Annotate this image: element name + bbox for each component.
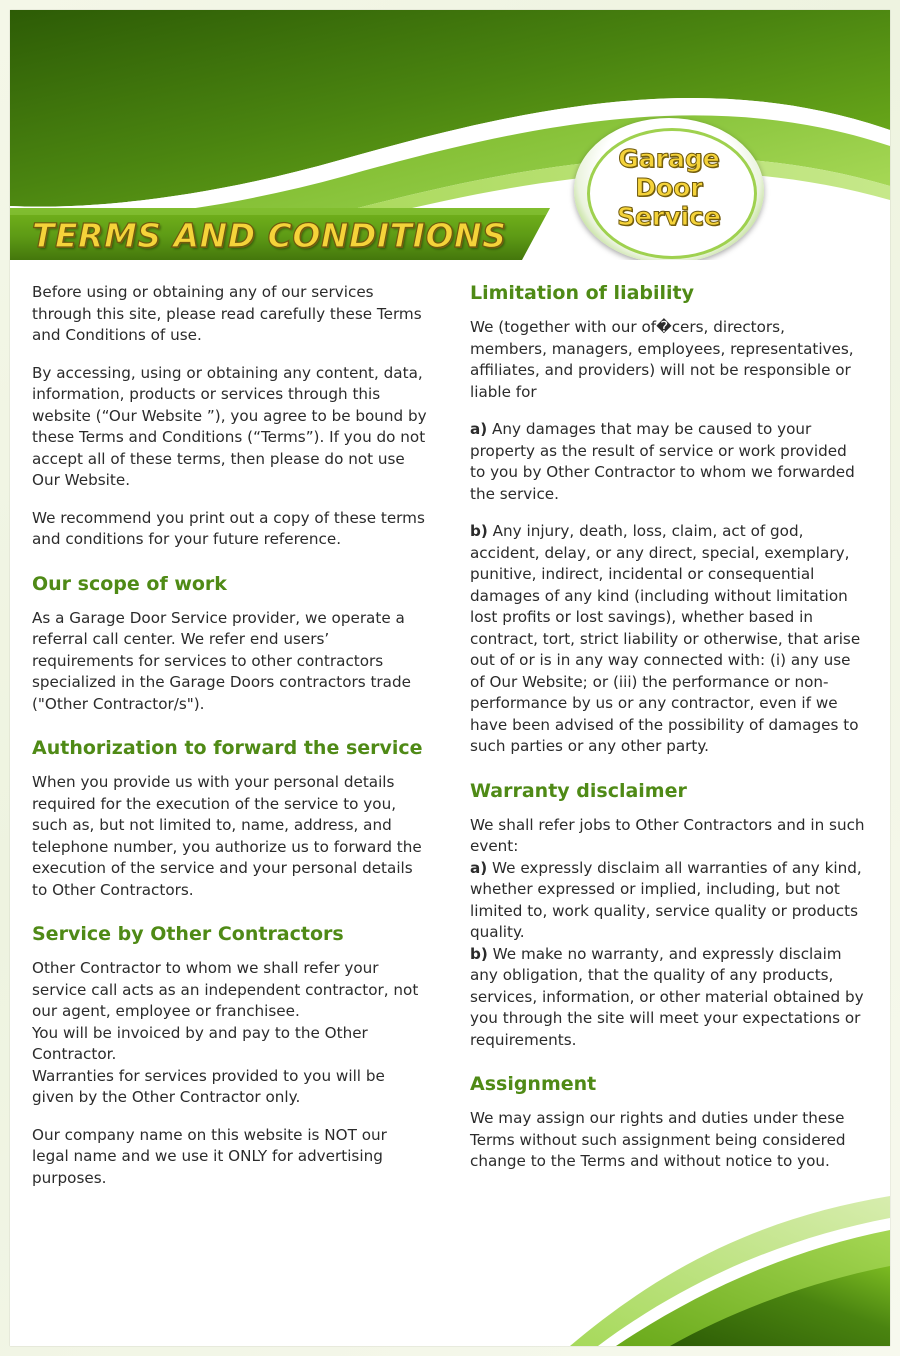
section-heading-scope: Our scope of work	[32, 572, 227, 595]
section-paragraph: Our company name on this website is NOT our legal name and we use it ONLY for advertising purposes.	[32, 1125, 387, 1187]
section-paragraph: You will be invoiced by and pay to the Other Contractor.	[32, 1023, 368, 1063]
right-column	[470, 282, 866, 1302]
title-banner	[32, 215, 552, 260]
section-heading-assignment: Assignment	[470, 1073, 597, 1095]
clause-item	[470, 419, 866, 505]
intro-paragraph: Before using or obtaining any of our services through this site, please read carefully these Terms and Conditions of use.	[32, 283, 422, 344]
section-paragraph: We (together with our of�cers, directors, members, managers, employees, representatives, affiliates, and providers) will not be responsible or liable for	[470, 318, 854, 401]
section-paragraph: We may assign our rights and duties under these Terms without such assignment being considered change to the Terms and without notice to you.	[470, 1109, 846, 1170]
clause-text: Any damages that may be caused to your property as the result of service or work provided to you by Other Contractor to whom we forwarded the service.	[470, 420, 855, 503]
section-paragraph: Other Contractor to whom we shall refer your service call acts as an independent contractor, not our agent, employee or franchisee.	[32, 959, 419, 1020]
clause-text: We make no warranty, and expressly disclaim any obligation, that the quality of any products, services, information, or other material obtained by you through the site will meet your expectations or requirements.	[470, 944, 864, 1049]
clause-item	[470, 858, 866, 944]
clause-text: Any injury, death, loss, claim, act of god, accident, delay, or any direct, special, exemplary, punitive, indirect, incidental or consequential damages of any kind (including without limitation lost profits or lost savings), whether based in contract, tort, strict liability or otherwise, that arise out of or is in any way connected with: (i) any use of Our Website; or (iii) the performance or non-performance by us or any contractor, even if we have been advised of the possibility of damages to such parties or any other party.	[470, 522, 861, 755]
clause-label: b)	[470, 522, 488, 540]
document-content	[10, 262, 890, 1302]
section-heading-service-by-other-contractors: Service by Other Contractors	[32, 923, 344, 945]
left-column	[32, 282, 428, 1302]
logo-line-1: Garage	[618, 144, 720, 173]
clause-label: a)	[470, 858, 488, 877]
section-heading-limitation-of-liability: Limitation of liability	[470, 282, 695, 304]
section-heading-warranty-disclaimer: Warranty disclaimer	[470, 779, 687, 802]
section-paragraph: We shall refer jobs to Other Contractors and in such event:	[470, 815, 865, 855]
clause-item	[470, 521, 866, 758]
logo-text	[574, 144, 764, 231]
intro-paragraph: By accessing, using or obtaining any content, data, information, products or services through this website (“Our Website ”), you agree to be bound by these Terms and Conditions (“Terms”). If you do not accept all of these terms, then please do not use Our Website.	[32, 363, 427, 489]
clause-label: a)	[470, 420, 488, 438]
logo-badge	[574, 118, 764, 260]
section-heading-authorization: Authorization to forward the service	[32, 737, 423, 759]
section-paragraph: As a Garage Door Service provider, we operate a referral call center. We refer end users’ requirements for services to other contractors specialized in the Garage Doors contractors trade ("Other Contractor/s").	[32, 608, 411, 713]
clause-item	[470, 944, 866, 1052]
section-paragraph: When you provide us with your personal details required for the execution of the service to you, such as, but not limited to, name, address, and telephone number, you authorize us to forward the execution of the service and your personal details to Other Contractors.	[32, 773, 422, 899]
page-title: TERMS AND CONDITIONS	[32, 216, 507, 255]
document-header	[10, 10, 890, 260]
intro-paragraph: We recommend you print out a copy of these terms and conditions for your future reference.	[32, 508, 425, 548]
logo-line-3: Service	[617, 202, 721, 231]
clause-label: b)	[470, 944, 488, 963]
section-paragraph: Warranties for services provided to you will be given by the Other Contractor only.	[32, 1066, 385, 1106]
logo-line-2: Door	[635, 173, 703, 202]
clause-text: We expressly disclaim all warranties of any kind, whether expressed or implied, including, but not limited to, work quality, service quality or products quality.	[470, 858, 862, 941]
